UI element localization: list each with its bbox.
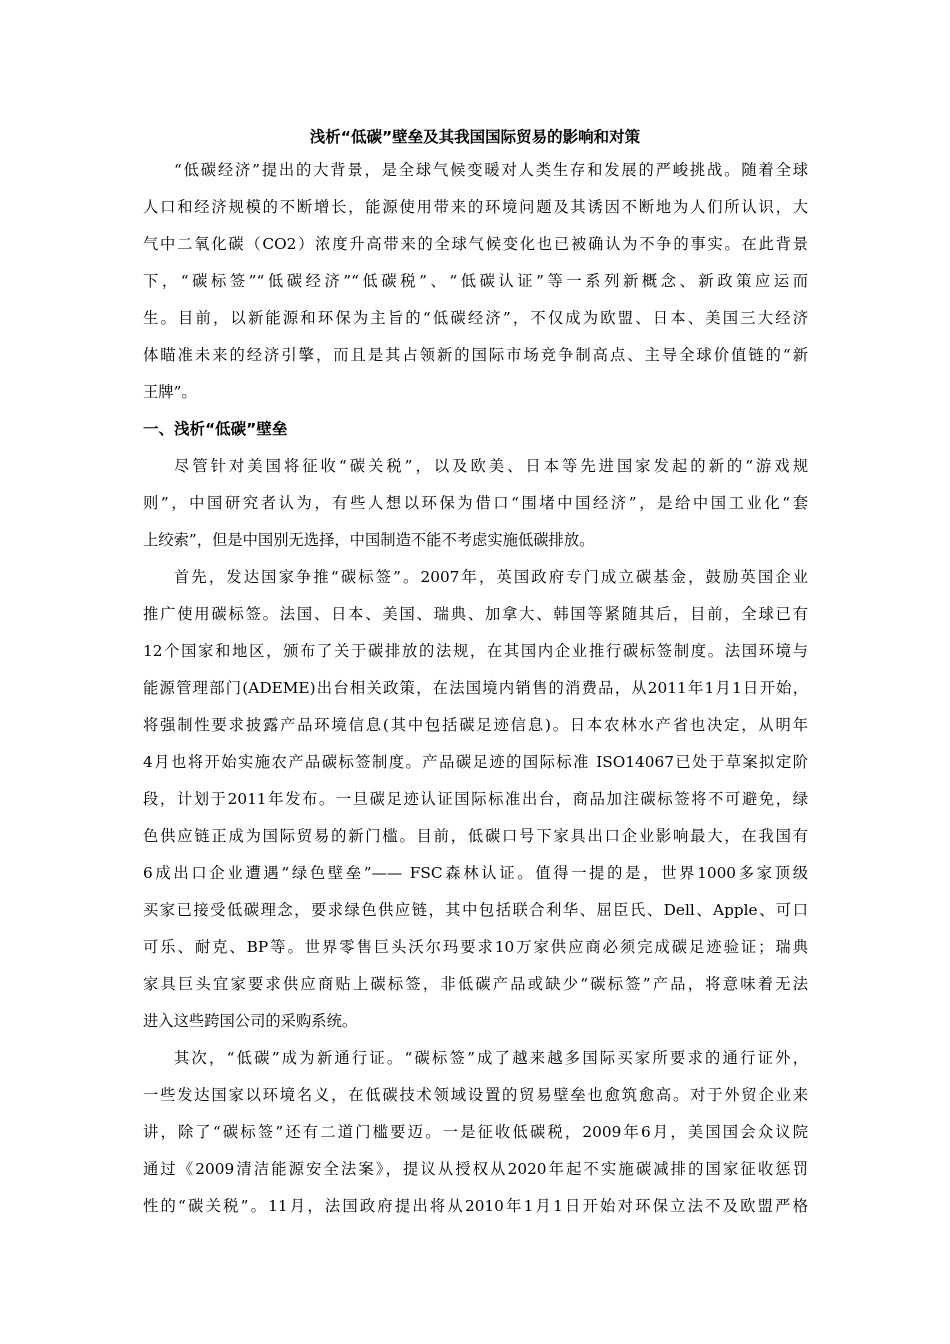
text-line: 人口和经济规模的不断增长，能源使用带来的环境问题及其诱因不断地为人们所认识，大: [143, 198, 808, 216]
text-line: “低碳经济”提出的大背景，是全球气候变暖对人类生存和发展的严峻挑战。随着全球: [174, 161, 808, 179]
text-line: 首先，发达国家争推“碳标签”。2007年，英国政府专门成立碳基金，鼓励英国企业: [174, 568, 808, 586]
text-line: 一些发达国家以环境名义，在低碳技术领域设置的贸易壁垒也愈筑愈高。对于外贸企业来: [143, 1086, 808, 1104]
text-line: 体瞄准未来的经济引擎，而且是其占领新的国际市场竞争制高点、主导全球价值链的“新: [143, 346, 808, 364]
text-line: 段，计划于2011年发布。一旦碳足迹认证国际标准出台，商品加注碳标签将不可避免，绿: [143, 790, 808, 808]
text-line: 下，“碳标签”“低碳经济”“低碳税”、“低碳认证”等一系列新概念、新政策应运而: [143, 272, 808, 290]
document-title: 浅析“低碳”壁垒及其我国国际贸易的影响和对策: [309, 128, 641, 146]
text-line: 上绞索”，但是中国别无选择，中国制造不能不考虑实施低碳排放。: [143, 531, 595, 549]
text-line: 家具巨头宜家要求供应商贴上碳标签，非低碳产品或缺少“碳标签”产品，将意味着无法: [143, 975, 808, 993]
section-heading: 一、浅析“低碳”壁垒: [143, 420, 288, 438]
text-line: 生。目前，以新能源和环保为主旨的“低碳经济”，不仅成为欧盟、日本、美国三大经济: [143, 309, 808, 327]
text-line: 6成出口企业遭遇“绿色壁垒”—— FSC森林认证。值得一提的是，世界1000多家顶级: [143, 864, 808, 882]
text-line: 能源管理部门(ADEME)出台相关政策，在法国境内销售的消费品，从2011年1月1日开始，: [143, 679, 808, 697]
text-line: 性的“碳关税”。11月，法国政府提出将从2010年1月1日开始对环保立法不及欧盟严格: [143, 1197, 808, 1215]
text-line: 推广使用碳标签。法国、日本、美国、瑞典、加拿大、韩国等紧随其后，目前，全球已有: [143, 605, 808, 623]
text-line: 尽管针对美国将征收“碳关税”，以及欧美、日本等先进国家发起的新的“游戏规: [174, 457, 808, 475]
text-line: 将强制性要求披露产品环境信息(其中包括碳足迹信息)。日本农林水产省也决定，从明年: [143, 716, 808, 734]
text-line: 其次，“低碳”成为新通行证。“碳标签”成了越来越多国际买家所要求的通行证外，: [174, 1049, 808, 1067]
text-line: 可乐、耐克、BP等。世界零售巨头沃尔玛要求10万家供应商必须完成碳足迹验证；瑞典: [143, 938, 808, 956]
text-line: 王牌”。: [143, 383, 197, 401]
text-line: 进入这些跨国公司的采购系统。: [143, 1012, 358, 1030]
text-line: 气中二氧化碳（CO2）浓度升高带来的全球气候变化也已被确认为不争的事实。在此背景: [143, 235, 808, 253]
text-line: 讲，除了“碳标签”还有二道门槛要迈。一是征收低碳税，2009年6月，美国国会众议院: [143, 1123, 808, 1141]
text-line: 买家已接受低碳理念，要求绿色供应链，其中包括联合利华、屈臣氏、Dell、Apple、可口: [143, 901, 808, 919]
text-line: 通过《2009清洁能源安全法案》，提议从授权从2020年起不实施碳减排的国家征收惩罚: [143, 1160, 808, 1178]
text-line: 12个国家和地区，颁布了关于碳排放的法规，在其国内企业推行碳标签制度。法国环境与: [143, 642, 808, 660]
text-line: 则”，中国研究者认为，有些人想以环保为借口“围堵中国经济”，是给中国工业化“套: [143, 494, 808, 512]
text-line: 4月也将开始实施农产品碳标签制度。产品碳足迹的国际标准 ISO14067已处于草案拟定阶: [143, 753, 808, 771]
text-line: 色供应链正成为国际贸易的新门槛。目前，低碳口号下家具出口企业影响最大，在我国有: [143, 827, 808, 845]
